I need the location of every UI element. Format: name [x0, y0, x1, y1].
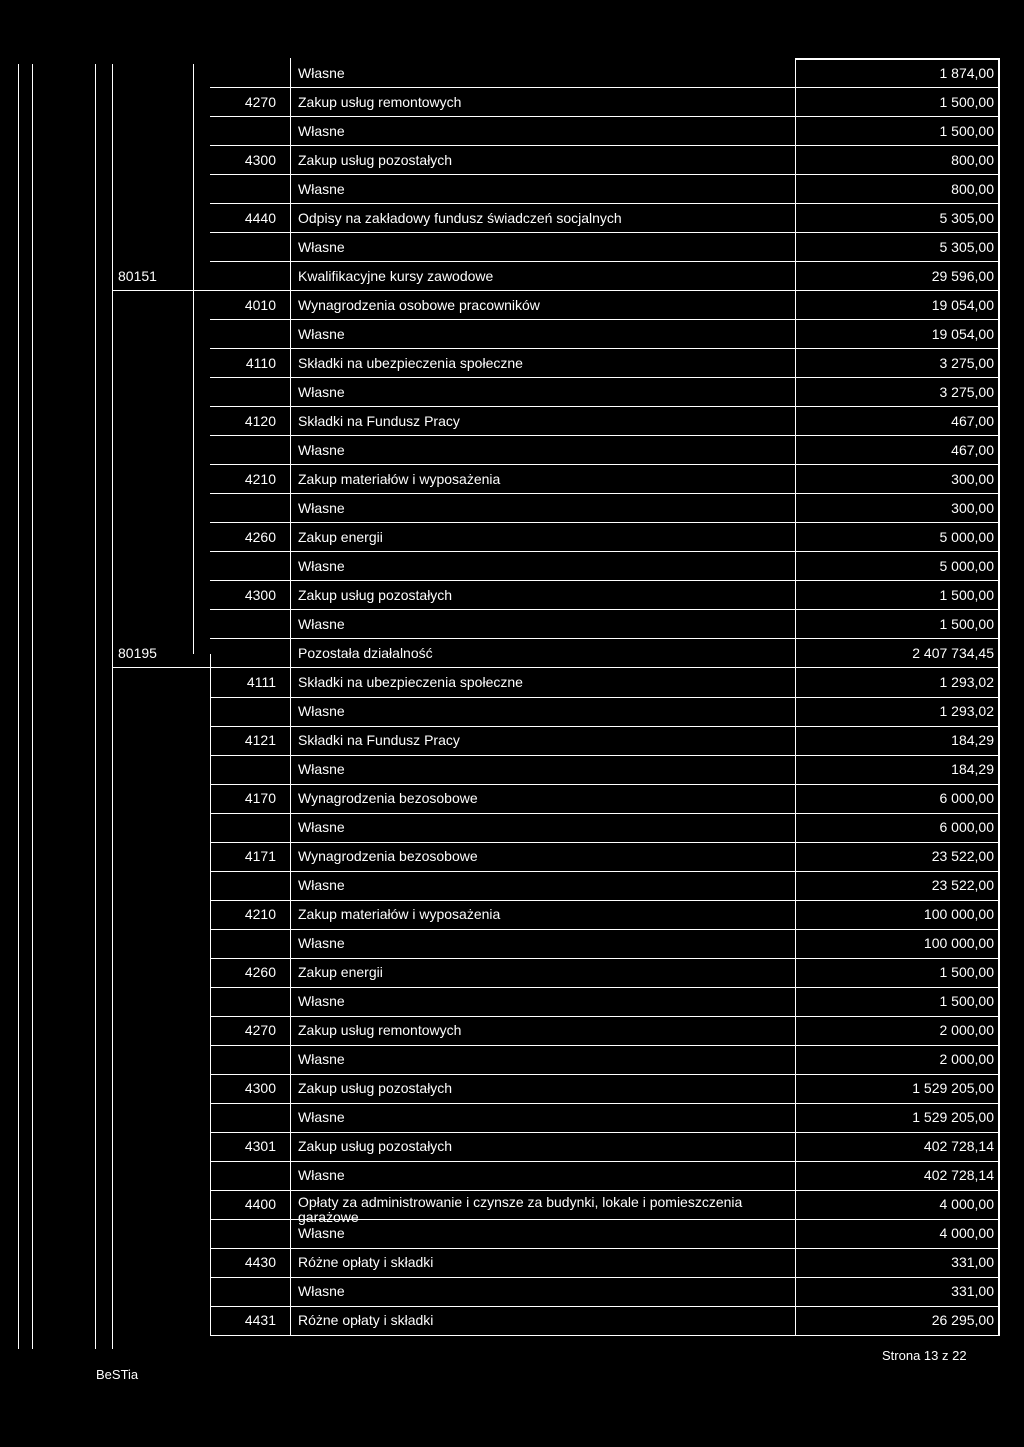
row-divider — [210, 1248, 1000, 1249]
row-divider — [210, 609, 1000, 610]
row-amount: 1 293,02 — [939, 703, 994, 719]
paragraph-code: 4300 — [244, 152, 276, 168]
row-amount: 26 295,00 — [931, 1312, 994, 1328]
row-amount: 184,29 — [951, 761, 994, 777]
row-divider — [210, 116, 1000, 117]
footer-software-label: BeSTia — [96, 1367, 139, 1382]
row-description: Własne — [298, 326, 345, 342]
row-divider — [210, 871, 1000, 872]
row-description: Wynagrodzenia bezosobowe — [298, 848, 478, 864]
row-amount: 300,00 — [951, 500, 994, 516]
row-amount: 4 000,00 — [939, 1225, 994, 1241]
row-description: Składki na Fundusz Pracy — [298, 413, 460, 429]
row-divider — [210, 232, 1000, 233]
paragraph-code: 4210 — [244, 471, 276, 487]
row-amount: 19 054,00 — [931, 297, 994, 313]
row-divider — [210, 522, 1000, 523]
row-divider — [210, 464, 1000, 465]
row-description: Składki na Fundusz Pracy — [298, 732, 460, 748]
paragraph-code: 4260 — [244, 964, 276, 980]
row-amount: 467,00 — [951, 442, 994, 458]
row-description: Zakup energii — [298, 529, 383, 545]
row-description: Własne — [298, 1051, 345, 1067]
paragraph-code: 4010 — [244, 297, 276, 313]
row-amount: 23 522,00 — [931, 877, 994, 893]
paragraph-code: 4440 — [244, 210, 276, 226]
row-amount: 800,00 — [951, 181, 994, 197]
row-description: Własne — [298, 65, 345, 81]
row-divider — [210, 145, 1000, 146]
row-amount: 1 500,00 — [939, 964, 994, 980]
row-description: Kwalifikacyjne kursy zawodowe — [298, 268, 494, 284]
row-divider — [210, 900, 1000, 901]
paragraph-code: 4400 — [244, 1196, 276, 1212]
row-description: Wynagrodzenia bezosobowe — [298, 790, 478, 806]
row-description: Odpisy na zakładowy fundusz świadczeń socjalnych — [298, 210, 622, 226]
row-description: Własne — [298, 239, 345, 255]
row-divider — [210, 1074, 1000, 1075]
row-description: Opłaty za administrowanie i czynsze za budynki, lokale i pomieszczenia — [298, 1194, 743, 1210]
row-description: Pozostała działalność — [298, 645, 433, 661]
column-line — [193, 64, 194, 654]
section-code: 80151 — [118, 268, 157, 284]
row-divider — [210, 958, 1000, 959]
row-amount: 1 500,00 — [939, 123, 994, 139]
paragraph-code: 4300 — [244, 1080, 276, 1096]
paragraph-code: 4210 — [244, 906, 276, 922]
row-description: Własne — [298, 181, 345, 197]
row-divider — [210, 1161, 1000, 1162]
margin-line — [18, 64, 19, 1349]
row-divider — [210, 87, 1000, 88]
row-description: Własne — [298, 703, 345, 719]
paragraph-code: 4300 — [244, 587, 276, 603]
paragraph-code: 4431 — [244, 1312, 276, 1328]
row-divider — [210, 551, 1000, 552]
row-amount: 2 000,00 — [939, 1022, 994, 1038]
row-description: Własne — [298, 384, 345, 400]
row-description: Własne — [298, 761, 345, 777]
row-amount: 6 000,00 — [939, 790, 994, 806]
row-divider — [210, 813, 1000, 814]
row-description: Różne opłaty i składki — [298, 1312, 434, 1328]
row-divider — [210, 755, 1000, 756]
row-amount: 100 000,00 — [923, 935, 994, 951]
row-divider — [210, 638, 1000, 639]
row-description: Zakup usług pozostałych — [298, 152, 453, 168]
row-amount: 1 874,00 — [939, 65, 994, 81]
row-amount: 3 275,00 — [939, 355, 994, 371]
row-amount: 6 000,00 — [939, 819, 994, 835]
row-description: Zakup energii — [298, 964, 383, 980]
row-description: Własne — [298, 1167, 345, 1183]
row-description: Zakup materiałów i wyposażenia — [298, 471, 501, 487]
row-amount: 800,00 — [951, 152, 994, 168]
row-divider — [210, 1132, 1000, 1133]
row-amount: 19 054,00 — [931, 326, 994, 342]
row-description: Własne — [298, 1283, 345, 1299]
row-amount: 1 500,00 — [939, 993, 994, 1009]
paragraph-code: 4110 — [245, 355, 276, 371]
row-divider — [210, 174, 1000, 175]
section-column-line — [112, 64, 113, 1349]
row-divider — [210, 377, 1000, 378]
row-divider — [210, 726, 1000, 727]
row-description-cont: garażowe — [298, 1209, 359, 1225]
row-divider — [210, 1306, 1000, 1307]
row-amount: 300,00 — [951, 471, 994, 487]
row-description: Własne — [298, 935, 345, 951]
row-description: Własne — [298, 1109, 345, 1125]
row-amount: 5 000,00 — [939, 529, 994, 545]
row-divider — [210, 435, 1000, 436]
row-amount: 1 500,00 — [939, 587, 994, 603]
row-divider — [210, 697, 1000, 698]
row-amount: 1 529 205,00 — [912, 1109, 994, 1125]
row-amount: 1 500,00 — [939, 616, 994, 632]
row-description: Składki na ubezpieczenia społeczne — [298, 674, 523, 690]
row-amount: 100 000,00 — [923, 906, 994, 922]
row-description: Własne — [298, 616, 345, 632]
section-code: 80195 — [118, 645, 157, 661]
row-divider — [210, 493, 1000, 494]
row-description: Własne — [298, 877, 345, 893]
row-description: Zakup materiałów i wyposażenia — [298, 906, 501, 922]
paragraph-code: 4170 — [244, 790, 276, 806]
row-description: Wynagrodzenia osobowe pracowników — [298, 297, 540, 313]
row-description: Zakup usług remontowych — [298, 1022, 462, 1038]
row-divider — [210, 784, 1000, 785]
row-description: Własne — [298, 819, 345, 835]
row-amount: 5 000,00 — [939, 558, 994, 574]
row-divider — [795, 58, 1000, 60]
paragraph-code: 4260 — [244, 529, 276, 545]
row-amount: 3 275,00 — [939, 384, 994, 400]
row-divider — [210, 203, 1000, 204]
row-divider — [210, 1103, 1000, 1104]
row-divider — [210, 348, 1000, 349]
row-divider — [210, 319, 1000, 320]
row-amount: 402 728,14 — [923, 1138, 994, 1154]
row-divider — [210, 1190, 1000, 1191]
row-amount: 331,00 — [951, 1254, 994, 1270]
row-description: Własne — [298, 123, 345, 139]
row-amount: 23 522,00 — [931, 848, 994, 864]
row-description: Własne — [298, 442, 345, 458]
row-divider — [210, 929, 1000, 930]
paragraph-code: 4301 — [244, 1138, 276, 1154]
row-amount: 5 305,00 — [939, 210, 994, 226]
row-divider — [210, 1045, 1000, 1046]
row-amount: 5 305,00 — [939, 239, 994, 255]
paragraph-code: 4171 — [244, 848, 276, 864]
row-amount: 2 407 734,45 — [912, 645, 994, 661]
paragraph-code: 4120 — [244, 413, 276, 429]
margin-line — [95, 64, 96, 1349]
row-description: Własne — [298, 558, 345, 574]
paragraph-code: 4111 — [246, 674, 276, 690]
row-divider — [210, 261, 1000, 262]
row-amount: 1 529 205,00 — [912, 1080, 994, 1096]
row-description: Składki na ubezpieczenia społeczne — [298, 355, 523, 371]
row-divider — [210, 1335, 1000, 1336]
row-divider — [112, 290, 1000, 291]
row-divider — [210, 987, 1000, 988]
row-description: Własne — [298, 1225, 345, 1241]
row-amount: 1 500,00 — [939, 94, 994, 110]
row-divider — [210, 842, 1000, 843]
row-amount: 184,29 — [951, 732, 994, 748]
row-divider — [210, 580, 1000, 581]
row-amount: 2 000,00 — [939, 1051, 994, 1067]
margin-line — [32, 64, 33, 1349]
row-divider — [210, 406, 1000, 407]
row-divider — [210, 1016, 1000, 1017]
footer-page-number: Strona 13 z 22 — [882, 1348, 967, 1363]
row-amount: 467,00 — [951, 413, 994, 429]
row-description: Zakup usług pozostałych — [298, 1080, 453, 1096]
row-description: Różne opłaty i składki — [298, 1254, 434, 1270]
paragraph-code: 4430 — [244, 1254, 276, 1270]
row-amount: 29 596,00 — [931, 268, 994, 284]
row-description: Zakup usług pozostałych — [298, 587, 453, 603]
row-amount: 1 293,02 — [939, 674, 994, 690]
row-amount: 331,00 — [951, 1283, 994, 1299]
row-divider — [210, 1277, 1000, 1278]
row-description: Własne — [298, 500, 345, 516]
row-divider — [112, 667, 1000, 668]
paragraph-code: 4270 — [244, 94, 276, 110]
paragraph-code: 4270 — [244, 1022, 276, 1038]
row-amount: 4 000,00 — [939, 1196, 994, 1212]
row-description: Zakup usług remontowych — [298, 94, 462, 110]
row-description: Zakup usług pozostałych — [298, 1138, 453, 1154]
row-description: Własne — [298, 993, 345, 1009]
row-amount: 402 728,14 — [923, 1167, 994, 1183]
paragraph-code: 4121 — [244, 732, 276, 748]
column-line — [210, 654, 211, 1335]
